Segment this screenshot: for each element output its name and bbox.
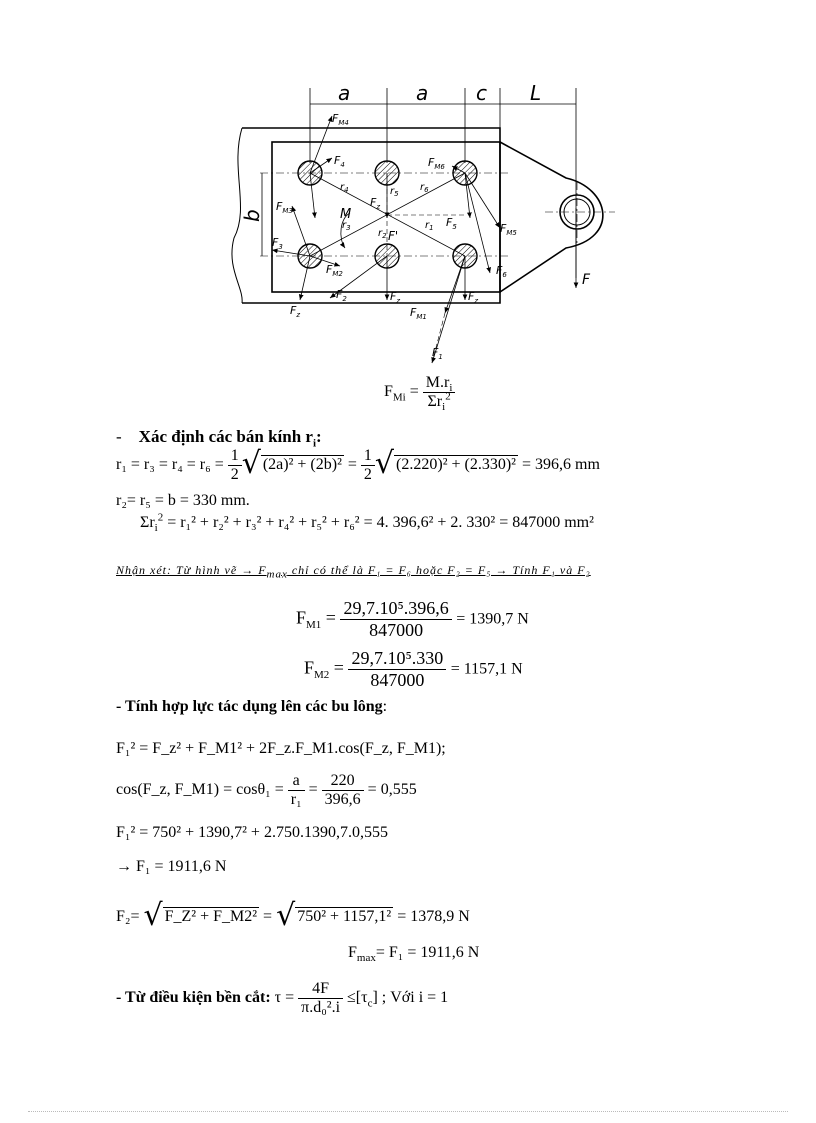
section-resultant-title: - Tính hợp lực tác dụng lên các bu lông: — [116, 698, 388, 715]
lbl-Fz-br: $F_z$ — [468, 290, 479, 305]
dim-b: b — [240, 209, 264, 222]
lbl-r2: $r_2$ — [378, 228, 387, 240]
eq-r2: r₂= r₅ = b = 330 mm. — [116, 492, 250, 509]
lbl-Fz-center: $F_z$ — [370, 196, 381, 211]
dim-c: c — [476, 81, 487, 105]
lbl-FM1: $F_{M1}$ — [410, 306, 427, 321]
lbl-r6: $r_6$ — [420, 182, 429, 194]
bolt-group-diagram — [220, 78, 640, 378]
eq-fm2: $F_{M2}$ = $\frac{\text{29,7.10⁵.330}}{847000}$ = 1157,1 N — [304, 648, 523, 690]
dim-a1: a — [338, 81, 351, 105]
lbl-Fprime: F' — [388, 229, 399, 243]
lbl-FM2: $F_{M2}$ — [326, 263, 343, 278]
lbl-Fz-bm: $F_z$ — [390, 290, 401, 305]
eq-fmax: $F_{max}= F_1 = 1911,6$ N — [348, 944, 480, 965]
lbl-r3: $r_3$ — [342, 220, 351, 232]
dim-L: L — [530, 81, 542, 105]
formula-fmi: $F_{Mi}$ = $\frac{M.r_i}{\Sigma r_i^2}$ — [384, 374, 455, 411]
eq-fm1: $F_{M1}$ = $\frac{\text{29,7.10⁵.396,6}}{847000}$ = 1390,7 N — [296, 598, 529, 640]
eq-cos-theta: cos(F_z, F_M1) = cosθ₁ = $\frac{a}{\text{r₁}}$ = $\frac{220}{396,6}$ = 0,555 — [116, 772, 417, 808]
lbl-r4: $r_4$ — [340, 182, 349, 194]
lbl-FM3: $F_{M3}$ — [276, 200, 293, 215]
page-footer-divider — [28, 1111, 788, 1112]
lbl-FM4: $F_{M4}$ — [332, 112, 349, 127]
lbl-FM5: $F_{M5}$ — [500, 222, 517, 237]
eq-f2: F₂= √ F_Z² + F_M2² = √ 750² + 1157,1² = 1378,9 N — [116, 898, 470, 933]
section-radii-title: - Xác định các bán kính $r_i$: — [116, 427, 322, 450]
lbl-F2: $F_2$ — [336, 288, 347, 303]
eq-f1-numeric: F₁² = 750² + 1390,7² + 2.750.1390,7.0,555 — [116, 824, 388, 841]
lbl-F-load: F — [582, 272, 591, 288]
lbl-r5: $r_5$ — [390, 186, 399, 198]
eq-r1: r₁ = r₃ = r₄ = r₆ = $\frac{1}{2}$ √ (2a)² + (2b)² = $\frac{1}{2}$ √ (2.220)² + (2.330)² = 396,6 mm — [116, 446, 600, 483]
lbl-F1: $F_1$ — [432, 346, 443, 361]
lbl-M: M — [340, 207, 352, 222]
lbl-F5: $F_5$ — [446, 216, 457, 231]
section-shear-condition: - Từ điều kiện bền cắt: τ = $\frac{4F}{\text{π.d₀².i}}$ $\le[\tau_c]$ ; Với i = 1 — [116, 980, 449, 1016]
eq-f1-result: → F₁ = 1911,6 N — [116, 858, 227, 875]
dim-a2: a — [416, 81, 429, 105]
lbl-F3: $F_3$ — [272, 236, 283, 251]
eq-sum: $\Sigma r_i^2 = r_1^2 + r_2^2 + r_3^2 + r_4^2 + r_5^2 + r_6^2 = 4$. 396,6² + 2. 330² = 847000 mm² — [140, 511, 594, 535]
lbl-F6: $F_6$ — [496, 264, 507, 279]
lbl-r1: $r_1$ — [425, 220, 434, 232]
note-line: Nhận xét: Từ hình vẽ → $F_{max}$ chỉ có thể là F₁ = F₆ hoặc F₂ = F₅ → Tính F₁ và F₂ — [116, 563, 591, 581]
eq-f1-squared: F₁² = F_z² + F_M1² + 2F_z.F_M1.cos(F_z, F_M1); — [116, 740, 446, 757]
lbl-F4: $F_4$ — [334, 154, 345, 169]
lbl-FM6: $F_{M6}$ — [428, 156, 445, 171]
lbl-Fz-bl: $F_z$ — [290, 304, 301, 319]
